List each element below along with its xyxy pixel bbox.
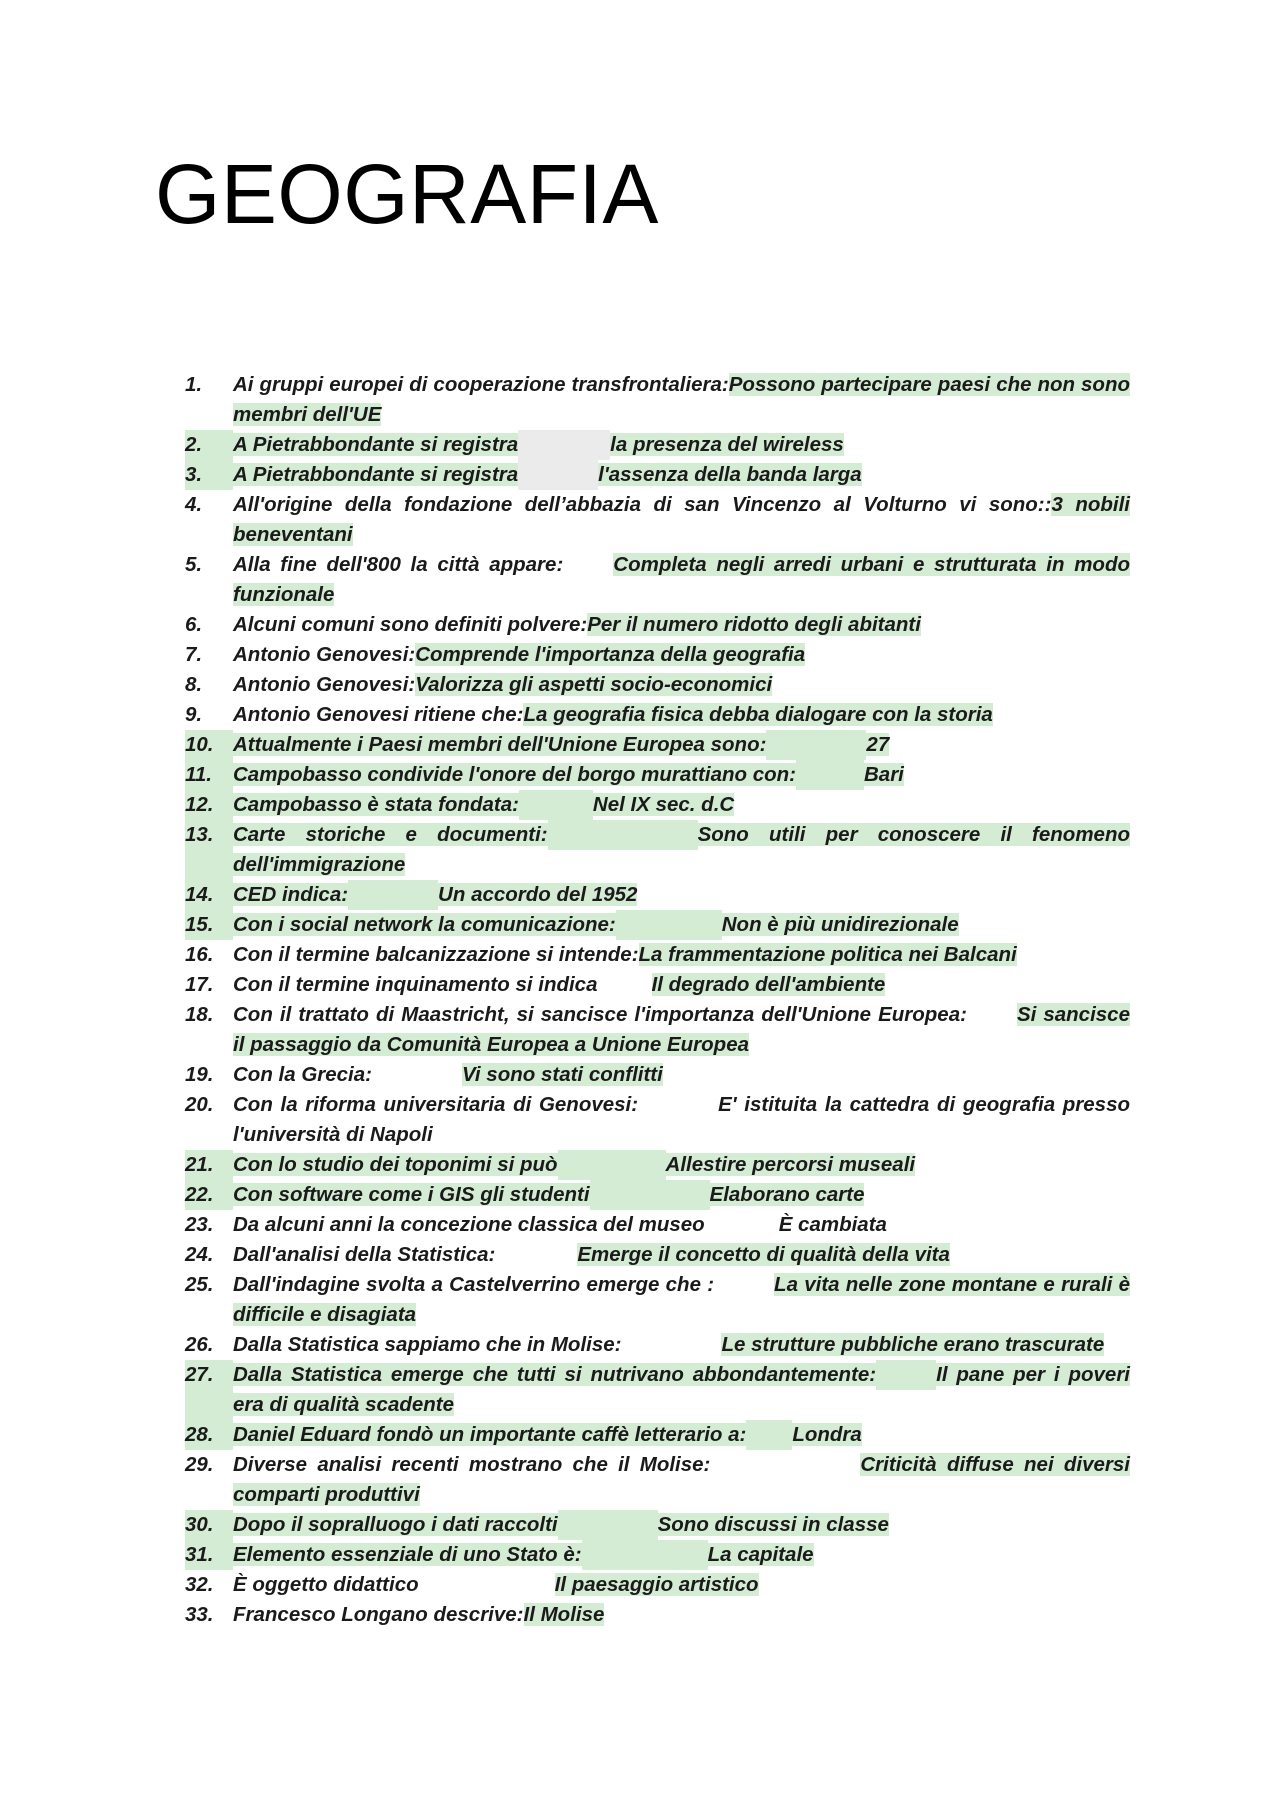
item-question: Con il trattato di Maastricht, si sancisce l'importanza dell'Unione Europea: xyxy=(233,1003,967,1026)
list-item xyxy=(185,1600,1130,1630)
item-question: È oggetto didattico xyxy=(233,1573,419,1596)
list-item xyxy=(185,490,1130,550)
item-question: Alcuni comuni sono definiti polvere: xyxy=(233,613,588,636)
item-question: Campobasso è stata fondata: xyxy=(233,793,519,816)
item-answer: la presenza del wireless xyxy=(610,433,844,456)
item-answer: Il pane per i poveri era di qualità scadente xyxy=(233,1363,1131,1416)
item-question: Antonio Genovesi ritiene che: xyxy=(233,703,524,726)
item-number: 28. xyxy=(185,1420,233,1450)
item-number: 32. xyxy=(185,1573,214,1596)
item-question: Francesco Longano descrive: xyxy=(233,1603,524,1626)
item-question: Campobasso condivide l'onore del borgo murattiano con: xyxy=(233,763,796,786)
list-item xyxy=(185,610,1130,640)
item-answer: Comprende l'importanza della geografia xyxy=(415,643,806,666)
list-item xyxy=(185,640,1130,670)
item-answer: Elaborano carte xyxy=(709,1183,865,1206)
list-item xyxy=(185,940,1130,970)
item-question: Con il termine balcanizzazione si intende: xyxy=(233,943,639,966)
list-item xyxy=(185,760,1130,790)
item-answer: Il degrado dell'ambiente xyxy=(651,973,886,996)
item-number: 3. xyxy=(185,460,233,490)
item-number: 12. xyxy=(185,790,233,820)
item-number: 14. xyxy=(185,880,233,910)
item-number: 7. xyxy=(185,643,203,666)
item-answer: Sono utili per conoscere il fenomeno dell'immigrazione xyxy=(233,823,1130,876)
item-answer: La capitale xyxy=(707,1543,814,1566)
item-number: 26. xyxy=(185,1333,214,1356)
item-number: 11. xyxy=(185,760,233,790)
item-number: 4. xyxy=(185,493,203,516)
item-answer: Londra xyxy=(792,1423,862,1446)
list-item xyxy=(185,1420,1130,1450)
item-number: 20. xyxy=(185,1093,214,1116)
list-item xyxy=(185,970,1130,1000)
item-answer: Per il numero ridotto degli abitanti xyxy=(587,613,921,636)
item-question: Alla fine dell'800 la città appare: xyxy=(233,553,564,576)
list-item xyxy=(185,1060,1130,1090)
list-item xyxy=(185,1450,1130,1510)
list-item xyxy=(185,1570,1130,1600)
item-question: Dall'indagine svolta a Castelverrino emerge che : xyxy=(233,1273,715,1296)
item-answer: Completa negli arredi urbani e strutturata in modo funzionale xyxy=(233,553,1130,606)
item-number: 27. xyxy=(185,1360,233,1420)
item-number: 2. xyxy=(185,430,233,460)
item-question: Antonio Genovesi: xyxy=(233,673,416,696)
item-answer: Criticità diffuse nei diversi comparti produttivi xyxy=(233,1453,1130,1506)
list-item xyxy=(185,790,1130,820)
item-number: 1. xyxy=(185,373,203,396)
item-number: 15. xyxy=(185,910,233,940)
item-question: All'origine della fondazione dell’abbazia di san Vincenzo al Volturno vi sono:: xyxy=(233,493,1052,516)
item-question: Con la riforma universitaria di Genovesi: xyxy=(233,1093,639,1116)
list-item xyxy=(185,1210,1130,1240)
item-answer: 27 xyxy=(866,733,890,756)
page-title: GEOGRAFIA xyxy=(155,147,659,241)
item-question: Con i social network la comunicazione: xyxy=(233,913,616,936)
item-answer: La vita nelle zone montane e rurali è difficile e disagiata xyxy=(233,1273,1130,1326)
item-answer: Si sancisce il passaggio da Comunità Europea a Unione Europea xyxy=(233,1003,1130,1056)
list-item xyxy=(185,1090,1130,1150)
item-number: 9. xyxy=(185,703,203,726)
list-item xyxy=(185,730,1130,760)
item-number: 13. xyxy=(185,820,233,880)
item-number: 29. xyxy=(185,1453,214,1476)
item-question: Elemento essenziale di uno Stato è: xyxy=(233,1543,582,1566)
item-number: 22. xyxy=(185,1180,233,1210)
item-answer: Sono discussi in classe xyxy=(657,1513,889,1536)
item-number: 18. xyxy=(185,1003,214,1026)
item-question: A Pietrabbondante si registra xyxy=(233,463,519,486)
item-answer: Possono partecipare paesi che non sono membri dell'UE xyxy=(233,373,1130,426)
item-number: 10. xyxy=(185,730,233,760)
item-answer: Il Molise xyxy=(523,1603,605,1626)
item-number: 30. xyxy=(185,1510,233,1540)
item-number: 17. xyxy=(185,973,214,996)
item-answer: Bari xyxy=(863,763,904,786)
list-item xyxy=(185,1150,1130,1180)
list-item xyxy=(185,700,1130,730)
item-question: Da alcuni anni la concezione classica del museo xyxy=(233,1213,705,1236)
item-question: Carte storiche e documenti: xyxy=(233,823,548,846)
item-question: Dopo il sopralluogo i dati raccolti xyxy=(233,1513,558,1536)
item-question: Dalla Statistica emerge che tutti si nutrivano abbondantemente: xyxy=(233,1363,877,1386)
item-number: 8. xyxy=(185,673,203,696)
list-item xyxy=(185,1330,1130,1360)
item-question: Dall'analisi della Statistica: xyxy=(233,1243,496,1266)
list-item xyxy=(185,820,1130,880)
list-item xyxy=(185,1240,1130,1270)
item-number: 6. xyxy=(185,613,203,636)
item-number: 24. xyxy=(185,1243,214,1266)
item-number: 33. xyxy=(185,1603,214,1626)
list-item xyxy=(185,910,1130,940)
item-number: 31. xyxy=(185,1540,233,1570)
item-answer: La frammentazione politica nei Balcani xyxy=(638,943,1017,966)
item-answer: Emerge il concetto di qualità della vita xyxy=(577,1243,950,1266)
item-number: 21. xyxy=(185,1150,233,1180)
list-item xyxy=(185,430,1130,460)
item-number: 16. xyxy=(185,943,214,966)
item-question: Dalla Statistica sappiamo che in Molise: xyxy=(233,1333,622,1356)
item-answer: Vi sono stati conflitti xyxy=(462,1063,663,1086)
item-answer: 3 nobili beneventani xyxy=(233,493,1130,546)
item-number: 19. xyxy=(185,1063,214,1086)
item-answer: Un accordo del 1952 xyxy=(438,883,638,906)
item-number: 25. xyxy=(185,1273,214,1296)
item-number: 23. xyxy=(185,1213,214,1236)
item-question: CED indica: xyxy=(233,883,349,906)
item-answer: Nel IX sec. d.C xyxy=(592,793,735,816)
list-item xyxy=(185,1540,1130,1570)
item-answer: E' istituita la cattedra di geografia presso l'università di Napoli xyxy=(233,1093,1131,1146)
item-answer: Valorizza gli aspetti socio-economici xyxy=(415,673,773,696)
item-question: Attualmente i Paesi membri dell'Unione Europea sono: xyxy=(233,733,767,756)
item-number: 5. xyxy=(185,553,203,576)
item-question: Diverse analisi recenti mostrano che il Molise: xyxy=(233,1453,711,1476)
item-answer: È cambiata xyxy=(778,1213,887,1236)
list-item xyxy=(185,880,1130,910)
item-question: Antonio Genovesi: xyxy=(233,643,416,666)
list-item xyxy=(185,1360,1130,1420)
item-answer: Non è più unidirezionale xyxy=(721,913,959,936)
item-question: Daniel Eduard fondò un importante caffè letterario a: xyxy=(233,1423,747,1446)
list-item xyxy=(185,460,1130,490)
list-item xyxy=(185,1270,1130,1330)
item-question: Con software come i GIS gli studenti xyxy=(233,1183,590,1206)
list-item xyxy=(185,1180,1130,1210)
list-item xyxy=(185,670,1130,700)
item-answer: l'assenza della banda larga xyxy=(598,463,862,486)
item-answer: La geografia fisica debba dialogare con la storia xyxy=(523,703,993,726)
list-item xyxy=(185,1510,1130,1540)
item-answer: Allestire percorsi museali xyxy=(665,1153,916,1176)
item-answer: Le strutture pubbliche erano trascurate xyxy=(721,1333,1105,1356)
item-question: Con la Grecia: xyxy=(233,1063,372,1086)
list-item xyxy=(185,1000,1130,1060)
question-list xyxy=(185,370,1130,1630)
item-answer: Il paesaggio artistico xyxy=(554,1573,759,1596)
item-question: Con il termine inquinamento si indica xyxy=(233,973,598,996)
item-question: A Pietrabbondante si registra xyxy=(233,433,519,456)
item-question: Con lo studio dei toponimi si può xyxy=(233,1153,558,1176)
item-question: Ai gruppi europei di cooperazione transfrontaliera: xyxy=(233,373,729,396)
list-item xyxy=(185,550,1130,610)
list-item xyxy=(185,370,1130,430)
